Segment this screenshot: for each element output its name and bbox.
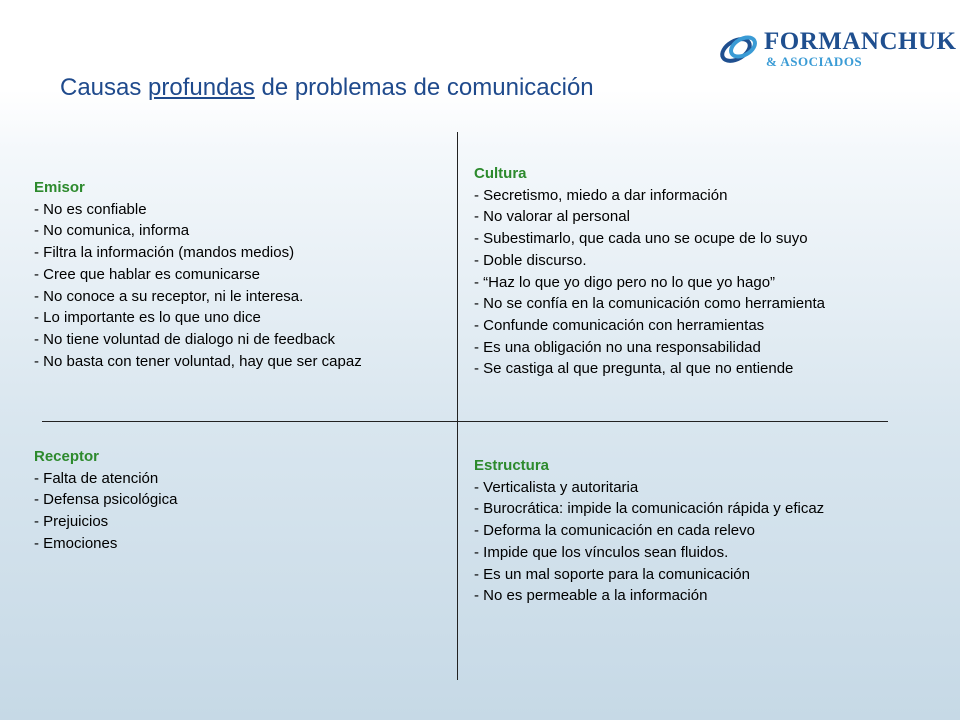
list-item: - Emociones [34, 534, 118, 552]
quadrant-receptor [34, 446, 177, 555]
logo-mark-icon [716, 26, 762, 72]
quadrant-cultura [474, 163, 825, 380]
list-item: - No conoce a su receptor, ni le interesa. [34, 287, 304, 305]
list-item: - Impide que los vínculos sean fluidos. [474, 543, 729, 561]
list-item: - Se castiga al que pregunta, al que no entiende [474, 360, 794, 378]
list-item: - Defensa psicológica [34, 491, 178, 509]
quadrant-heading: Estructura [474, 457, 550, 474]
formanchuk-logo [716, 26, 957, 72]
list-item: - No es confiable [34, 200, 147, 218]
quadrant-estructura [474, 455, 824, 607]
quadrant-heading: Cultura [474, 165, 527, 182]
list-item: - No es permeable a la información [474, 587, 708, 605]
list-item: - Verticalista y autoritaria [474, 478, 639, 496]
list-item: - Subestimarlo, que cada uno se ocupe de lo suyo [474, 230, 808, 248]
list-item: - No se confía en la comunicación como herramienta [474, 295, 826, 313]
slide-title [60, 74, 594, 102]
list-item: - Lo importante es lo que uno dice [34, 309, 261, 327]
list-item: - No valorar al personal [474, 208, 630, 226]
logo-subtitle: & ASOCIADOS [766, 54, 863, 69]
list-item: - Secretismo, miedo a dar información [474, 186, 728, 204]
list-item: - Prejuicios [34, 513, 109, 531]
vertical-divider [457, 132, 458, 680]
list-item: - No comunica, informa [34, 222, 190, 240]
title-underlined-word: profundas [148, 74, 255, 101]
list-item: - Falta de atención [34, 469, 159, 487]
list-item: - Confunde comunicación con herramientas [474, 316, 765, 334]
list-item: - Deforma la comunicación en cada relevo [474, 522, 755, 540]
list-item: - No basta con tener voluntad, hay que ser capaz [34, 352, 362, 370]
list-item: - Filtra la información (mandos medios) [34, 244, 295, 262]
quadrant-heading: Emisor [34, 179, 85, 196]
logo-name: FORMANCHUK [764, 28, 957, 55]
list-item: - Doble discurso. [474, 251, 587, 269]
list-item: - Burocrática: impide la comunicación rápida y eficaz [474, 500, 825, 518]
title-prefix: Causas [60, 74, 149, 101]
list-item: - No tiene voluntad de dialogo ni de feedback [34, 330, 336, 348]
quadrant-emisor [34, 177, 362, 372]
list-item: - Cree que hablar es comunicarse [34, 265, 260, 283]
horizontal-divider [42, 421, 888, 422]
list-item: - Es un mal soporte para la comunicación [474, 565, 750, 583]
title-suffix: de problemas de comunicación [254, 74, 594, 101]
list-item: - Es una obligación no una responsabilidad [474, 338, 761, 356]
quadrant-heading: Receptor [34, 448, 100, 465]
list-item: - “Haz lo que yo digo pero no lo que yo hago” [474, 273, 776, 291]
